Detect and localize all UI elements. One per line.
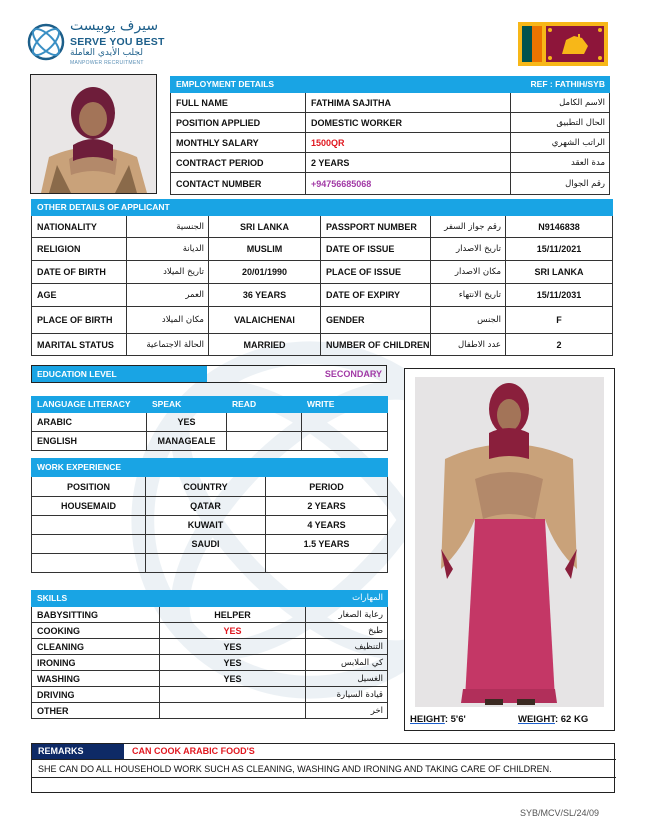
skill-cooking-value: YES <box>160 623 306 639</box>
height-field <box>410 714 466 725</box>
education-level-row <box>31 365 387 383</box>
date-of-expiry-arabic: تاريخ الانتهاء <box>431 284 506 307</box>
full-name-arabic: الاسم الكامل <box>511 93 610 113</box>
monthly-salary-label: MONTHLY SALARY <box>171 133 306 153</box>
contract-period-value: 2 YEARS <box>306 153 511 173</box>
work-row-period: 4 YEARS <box>266 516 388 535</box>
monthly-salary-arabic: الراتب الشهري <box>511 133 610 153</box>
skill-babysitting-value: HELPER <box>160 607 306 623</box>
globe-logo-icon <box>26 22 66 62</box>
work-experience-table <box>31 458 388 573</box>
skill-other-value <box>160 703 306 719</box>
remarks-label: REMARKS <box>32 744 124 759</box>
age-value: 36 YEARS <box>209 284 321 307</box>
education-level-header: EDUCATION LEVEL <box>32 366 207 382</box>
marital-status-label: MARITAL STATUS <box>32 334 127 356</box>
remarks-header-row <box>32 744 616 760</box>
date-of-issue-arabic: تاريخ الاصدار <box>431 238 506 261</box>
skill-babysitting-arabic: رعاية الصغار <box>306 607 388 623</box>
religion-arabic: الديانة <box>127 238 209 261</box>
number-of-children-label: NUMBER OF CHILDREN <box>321 334 431 356</box>
age-arabic: العمر <box>127 284 209 307</box>
skill-other-arabic: اخر <box>306 703 388 719</box>
work-row-period: 1.5 YEARS <box>266 535 388 554</box>
position-applied-value: DOMESTIC WORKER <box>306 113 511 133</box>
skill-washing-value: YES <box>160 671 306 687</box>
contract-period-label: CONTRACT PERIOD <box>171 153 306 173</box>
date-of-expiry-label: DATE OF EXPIRY <box>321 284 431 307</box>
full-name-label: FULL NAME <box>171 93 306 113</box>
logo-english-name: SERVE YOU BEST <box>70 36 165 48</box>
skill-ironing-label: IRONING <box>32 655 160 671</box>
work-row-period <box>266 554 388 573</box>
place-of-birth-value: VALAICHENAI <box>209 307 321 334</box>
english-speak-value: MANAGEALE <box>147 432 227 451</box>
arabic-speak-value: YES <box>147 413 227 432</box>
monthly-salary-value: 1500QR <box>306 133 511 153</box>
weight-value: : 62 KG <box>554 714 589 725</box>
position-applied-arabic: الحال التطبيق <box>511 113 610 133</box>
gender-arabic: الجنس <box>431 307 506 334</box>
reference-number: REF : FATHIH/SYB <box>511 77 610 93</box>
number-of-children-arabic: عدد الاطفال <box>431 334 506 356</box>
arabic-read-value <box>227 413 302 432</box>
contact-number-value: +94756685068 <box>306 173 511 195</box>
work-row-position: HOUSEMAID <box>32 497 146 516</box>
date-of-birth-label: DATE OF BIRTH <box>32 261 127 284</box>
document-code: SYB/MCV/SL/24/09 <box>520 808 600 818</box>
passport-number-value: N9146838 <box>506 216 613 238</box>
date-of-issue-label: DATE OF ISSUE <box>321 238 431 261</box>
skills-header-arabic: المهارات <box>306 591 388 607</box>
other-details-header: OTHER DETAILS OF APPLICANT <box>32 200 321 216</box>
remarks-divider <box>32 777 616 778</box>
height-label: HEIGHT <box>410 714 445 725</box>
other-details-header-spacer <box>321 200 613 216</box>
skill-other-label: OTHER <box>32 703 160 719</box>
weight-field <box>518 714 588 725</box>
contract-period-arabic: مدة العقد <box>511 153 610 173</box>
nationality-label: NATIONALITY <box>32 216 127 238</box>
work-row-position <box>32 554 146 573</box>
skill-driving-value <box>160 687 306 703</box>
remarks-text: SHE CAN DO ALL HOUSEHOLD WORK SUCH AS CLEANING, WASHING AND IRONING AND TAKING CARE OF CHILDREN. <box>38 764 552 774</box>
education-level-value: SECONDARY <box>324 369 382 379</box>
marital-status-arabic: الحالة الاجتماعية <box>127 334 209 356</box>
english-write-value <box>302 432 388 451</box>
work-row-position <box>32 535 146 554</box>
date-of-expiry-value: 15/11/2031 <box>506 284 613 307</box>
skill-cleaning-label: CLEANING <box>32 639 160 655</box>
other-details-table <box>31 199 613 356</box>
number-of-children-value: 2 <box>506 334 613 356</box>
place-of-issue-label: PLACE OF ISSUE <box>321 261 431 284</box>
skill-driving-label: DRIVING <box>32 687 160 703</box>
passport-number-arabic: رقم جواز السفر <box>431 216 506 238</box>
employment-details-table <box>170 76 610 195</box>
place-of-birth-arabic: مكان الميلاد <box>127 307 209 334</box>
work-row-position <box>32 516 146 535</box>
date-of-birth-value: 20/01/1990 <box>209 261 321 284</box>
skills-table <box>31 590 388 719</box>
skill-cooking-arabic: طبخ <box>306 623 388 639</box>
skill-babysitting-label: BABYSITTING <box>32 607 160 623</box>
skill-cooking-label: COOKING <box>32 623 160 639</box>
age-label: AGE <box>32 284 127 307</box>
position-applied-label: POSITION APPLIED <box>171 113 306 133</box>
skill-ironing-value: YES <box>160 655 306 671</box>
religion-value: MUSLIM <box>209 238 321 261</box>
logo-arabic-name: سيرف يوبيست <box>70 18 159 34</box>
weight-label: WEIGHT <box>518 714 555 725</box>
read-header: READ <box>227 397 302 413</box>
skill-driving-arabic: قيادة السيارة <box>306 687 388 703</box>
remarks-box <box>31 743 615 793</box>
work-row-country: KUWAIT <box>146 516 266 535</box>
country-column-header: COUNTRY <box>146 477 266 497</box>
applicant-photo-small <box>30 74 157 194</box>
gender-value: F <box>506 307 613 334</box>
nationality-value: SRI LANKA <box>209 216 321 238</box>
religion-label: RELIGION <box>32 238 127 261</box>
skill-cleaning-value: YES <box>160 639 306 655</box>
logo-tagline: MANPOWER RECRUITMENT <box>70 60 144 66</box>
sri-lanka-flag <box>518 22 608 66</box>
applicant-photo-full <box>404 368 615 731</box>
period-column-header: PERIOD <box>266 477 388 497</box>
position-column-header: POSITION <box>32 477 146 497</box>
remarks-highlight: CAN COOK ARABIC FOOD'S <box>132 746 255 756</box>
language-literacy-table <box>31 396 388 451</box>
place-of-issue-arabic: مكان الاصدار <box>431 261 506 284</box>
english-read-value <box>227 432 302 451</box>
work-row-country: SAUDI <box>146 535 266 554</box>
work-row-country: QATAR <box>146 497 266 516</box>
date-of-birth-arabic: تاريخ الميلاد <box>127 261 209 284</box>
applicant-full-body-image <box>405 369 614 730</box>
arabic-language-label: ARABIC <box>32 413 147 432</box>
contact-number-label: CONTACT NUMBER <box>171 173 306 195</box>
skill-washing-label: WASHING <box>32 671 160 687</box>
skill-ironing-arabic: كي الملابس <box>306 655 388 671</box>
gender-label: GENDER <box>321 307 431 334</box>
skills-header: SKILLS <box>32 591 306 607</box>
passport-number-label: PASSPORT NUMBER <box>321 216 431 238</box>
logo-arabic-sub: لجلب الأيدي العاملة <box>70 48 143 58</box>
applicant-portrait-image <box>31 75 156 193</box>
work-experience-header: WORK EXPERIENCE <box>32 459 388 477</box>
place-of-birth-label: PLACE OF BIRTH <box>32 307 127 334</box>
work-row-period: 2 YEARS <box>266 497 388 516</box>
nationality-arabic: الجنسية <box>127 216 209 238</box>
language-literacy-header: LANGUAGE LITERACY <box>32 397 147 413</box>
full-name-value: FATHIMA SAJITHA <box>306 93 511 113</box>
work-row-country <box>146 554 266 573</box>
marital-status-value: MARRIED <box>209 334 321 356</box>
height-value: : 5'6' <box>444 714 466 725</box>
contact-number-arabic: رقم الجوال <box>511 173 610 195</box>
skill-cleaning-arabic: التنظيف <box>306 639 388 655</box>
place-of-issue-value: SRI LANKA <box>506 261 613 284</box>
employment-header: EMPLOYMENT DETAILS <box>171 77 511 93</box>
arabic-write-value <box>302 413 388 432</box>
company-logo <box>26 18 176 68</box>
english-language-label: ENGLISH <box>32 432 147 451</box>
write-header: WRITE <box>302 397 388 413</box>
speak-header: SPEAK <box>147 397 227 413</box>
skill-washing-arabic: الغسيل <box>306 671 388 687</box>
date-of-issue-value: 15/11/2021 <box>506 238 613 261</box>
